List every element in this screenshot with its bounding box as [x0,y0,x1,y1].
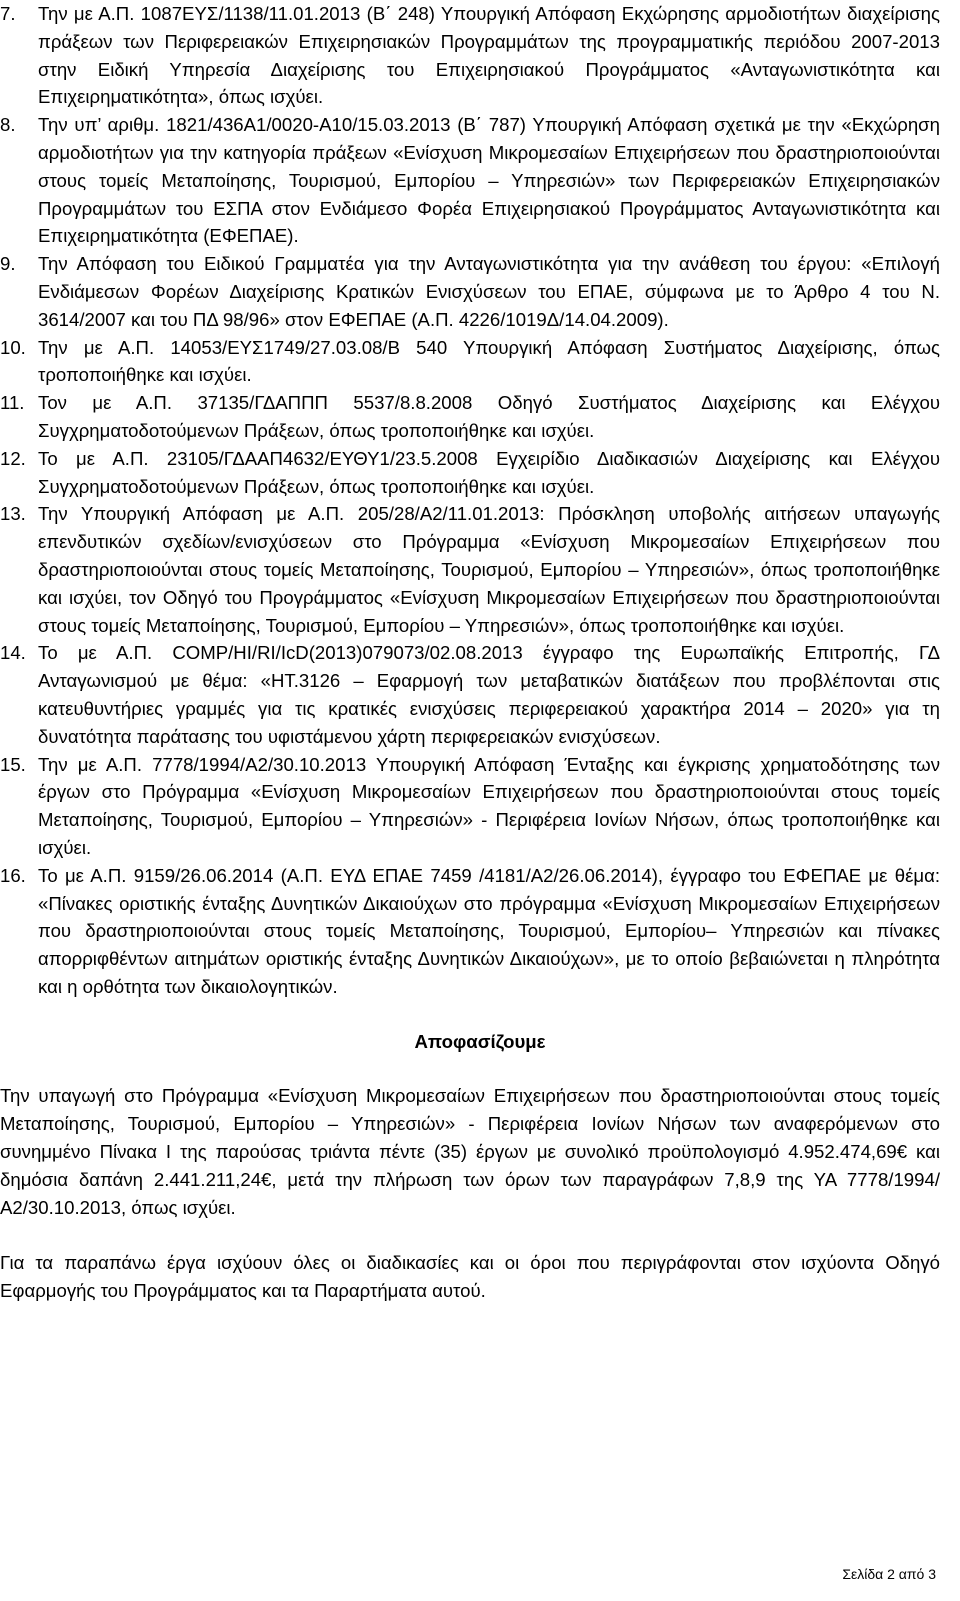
list-item-11 [0,389,940,445]
decision-heading: Αποφασίζουμε [414,1030,546,1052]
list-item-15 [0,751,940,862]
list-item-text: Τον με Α.Π. 37135/ΓΔΑΠΠΠ 5537/8.8.2008 Οδηγό Συστήματος Διαχείρισης και Ελέγχου Συγχρηματοδοτούμενων Πράξεων, όπως τροποποιήθηκε και ισχύει. [38,392,940,441]
list-item-number: 12. [0,447,26,469]
list-item-13 [0,500,940,639]
list-item-text: Την Υπουργική Απόφαση με Α.Π. 205/28/Α2/11.01.2013: Πρόσκληση υποβολής αιτήσεων υπαγωγής επενδυτικών σχεδίων/ενισχύσεων στο Πρόγραμμα «Ενίσχυση Μικρομεσαίων Επιχειρήσεων που δραστηριοποιούνται στους τομείς Μεταποίησης, Τουρισμού, Εμπορίου – Υπηρεσιών», όπως τροποποιήθηκε και ισχύει, τον Οδηγό του Προγράμματος «Ενίσχυση Μικρομεσαίων Επιχειρήσεων που δραστηριοποιούνται στους τομείς Μεταποίησης, Τουρισμού, Εμπορίου – Υπηρεσιών», όπως τροποποιήθηκε και ισχύει. [38,503,940,636]
list-item-number: 7. [0,3,16,24]
list-item-text: Το με Α.Π. COMP/HI/RI/IcD(2013)079073/02.08.2013 έγγραφο της Ευρωπαϊκής Επιτροπής, ΓΔ Ανταγωνισμού με θέμα: «HT.3126 – Εφαρμογή των μεταβατικών διατάξεων που προβλέπονται στις κατευθυντήριες γραμμές για τις κρατικές ενισχύσεις περιφερειακού χαρακτήρα 2014 – 2020» για τη δυνατότητα παράτασης του υφιστάμενου χάρτη περιφερειακών ενισχύσεων. [38,642,940,747]
page-number-footer: Σελίδα 2 από 3 [842,1566,936,1582]
list-item-text: Την με Α.Π. 7778/1994/Α2/30.10.2013 Υπουργική Απόφαση Ένταξης και έγκρισης χρηματοδότησης των έργων στο Πρόγραμμα «Ενίσχυση Μικρομεσαίων Επιχειρήσεων που δραστηριοποιούνται στους τομείς Μεταποίησης, Τουρισμού, Εμπορίου – Υπηρεσιών» - Περιφέρεια Ιονίων Νήσων, όπως τροποποιήθηκε και ισχύει. [38,753,940,858]
list-item-number: 15. [0,753,26,775]
decision-paragraph: Την υπαγωγή στο Πρόγραμμα «Ενίσχυση Μικρομεσαίων Επιχειρήσεων που δραστηριοποιούνται στους τομείς Μεταποίησης, Τουρισμού, Εμπορίου – Υπηρεσιών» - Περιφέρεια Ιονίων Νήσων των αναφερόμενων στο συνημμένο Πίνακα Ι της παρούσας τριάντα πέντε (35) έργων με συνολικό προϋπολογισμό 4.952.474,69€ και δημόσια δαπάνη 2.441.211,24€, μετά την πλήρωση των όρων των παραγράφων 7,8,9 της ΥΑ 7778/1994/Α2/30.10.2013, όπως ισχύει. [0,1085,940,1218]
list-item-number: 16. [0,864,26,886]
list-item-text: Την με Α.Π. 1087ΕΥΣ/1138/11.01.2013 (Β΄ 248) Υπουργική Απόφαση Εκχώρησης αρμοδιοτήτων διαχείρισης πράξεων των Περιφερειακών Επιχειρησιακών Προγραμμάτων της προγραμματικής περιόδου 2007-2013 στην Ειδική Υπηρεσία Διαχείρισης του Επιχειρησιακού Προγράμματος «Ανταγωνιστικότητα και Επιχειρηματικότητα», όπως ισχύει. [38,3,940,108]
list-item-text: Την με Α.Π. 14053/ΕΥΣ1749/27.03.08/Β 540 Υπουργική Απόφαση Συστήματος Διαχείρισης, όπως τροποποιήθηκε και ισχύει. [38,336,940,386]
list-item-number: 14. [0,642,26,664]
list-item-number: 10. [0,336,26,358]
list-item-text: Το με Α.Π. 9159/26.06.2014 (Α.Π. ΕΥΔ ΕΠΑΕ 7459 /4181/Α2/26.06.2014), έγγραφο του ΕΦΕΠΑΕ με θέμα: «Πίνακες οριστικής ένταξης Δυνητικών Δικαιούχων στο πρόγραμμα «Ενίσχυση Μικρομεσαίων Επιχειρήσεων που δραστηριοποιούνται στους τομείς Μεταποίησης, Τουρισμού, Εμπορίου– Υπηρεσιών και πίνακες απορριφθέντων αιτημάτων οριστικής ένταξης Δυνητικών Δικαιούχων», με το οποίο βεβαιώνεται η πληρότητα και η ορθότητα των δικαιολογητικών. [38,864,940,997]
list-item-text: Την Απόφαση του Ειδικού Γραμματέα για την Ανταγωνιστικότητα για την ανάθεση του έργου: «Επιλογή Ενδιάμεσων Φορέων Διαχείρισης Κρατικών Ενισχύσεων του ΕΠΑΕ, σύμφωνα με το Άρθρο 4 του Ν. 3614/2007 και του ΠΔ 98/96» στον ΕΦΕΠΑΕ (Α.Π. 4226/1019Δ/14.04.2009). [38,253,940,330]
list-item-number: 13. [0,503,26,525]
list-item-number: 8. [0,114,16,136]
conditions-paragraph: Για τα παραπάνω έργα ισχύουν όλες οι διαδικασίες και οι όροι που περιγράφονται στον ισχύοντα Οδηγό Εφαρμογής του Προγράμματος και τα Παραρτήματα αυτού. [0,1252,940,1302]
list-item-16 [0,862,940,1001]
list-item-7 [0,0,940,111]
list-item-number: 11. [0,392,25,414]
list-item-10 [0,334,940,390]
list-item-text: Την υπ’ αριθμ. 1821/436Α1/0020-Α10/15.03.2013 (Β΄ 787) Υπουργική Απόφαση σχετικά με την «Εκχώρηση αρμοδιοτήτων για την κατηγορία πράξεων «Ενίσχυση Μικρομεσαίων Επιχειρήσεων που δραστηριοποιούνται στους τομείς Μεταποίησης, Τουρισμού, Εμπορίου – Υπηρεσιών» των Περιφερειακών Επιχειρησιακών Προγραμμάτων του ΕΣΠΑ στον Ενδιάμεσο Φορέα Επιχειρησιακού Προγράμματος Ανταγωνιστικότητα και Επιχειρηματικότητα (ΕΦΕΠΑΕ). [38,114,940,247]
list-item-text: Το με Α.Π. 23105/ΓΔΑΑΠ4632/ΕΥΘΥ1/23.5.2008 Εγχειρίδιο Διαδικασιών Διαχείρισης και Ελέγχου Συγχρηματοδοτούμενων Πράξεων, όπως τροποποιήθηκε και ισχύει. [38,447,940,497]
list-item-number: 9. [0,253,16,275]
list-item-8 [0,111,940,250]
list-item-14 [0,639,940,750]
list-item-12 [0,445,940,501]
list-item-9 [0,250,940,333]
